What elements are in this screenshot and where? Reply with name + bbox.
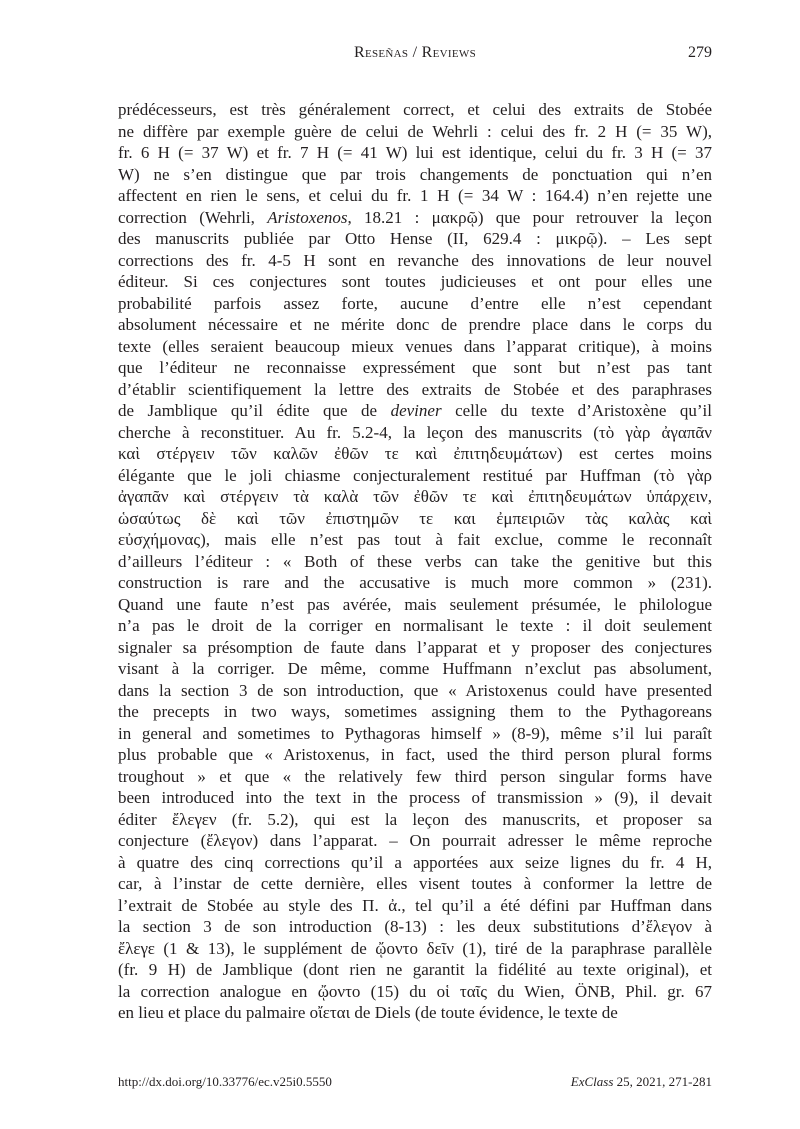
text-segment: W) ne s’en distingue que par trois changements de ponctuation qui n’en	[118, 164, 712, 184]
page-number: 279	[688, 44, 712, 61]
text-line-content	[118, 1002, 712, 1024]
text-line-content	[118, 443, 712, 465]
text-line	[118, 529, 712, 551]
text-line	[118, 99, 712, 121]
text-line-content	[118, 637, 712, 659]
text-line	[118, 357, 712, 379]
text-segment: car, à l’instar de cette dernière, elles visent toutes à conformer la lettre de	[118, 874, 712, 893]
text-segment: n’a pas le droit de la corriger en normalisant le texte : il doit seulement	[118, 616, 712, 635]
text-line-content	[118, 357, 712, 379]
text-segment: καὶ στέργειν τῶν καλῶν ἐθῶν τε καὶ ἐπιτηδευμάτων) est certes moins	[118, 444, 712, 463]
text-segment: éditer ἔλεγεν (fr. 5.2), qui est la leçon des manuscrits, et proposer sa	[118, 809, 712, 829]
journal-name: ExClass	[570, 1074, 614, 1089]
citation-details: 25, 2021, 271-281	[613, 1074, 712, 1089]
text-line-content	[118, 400, 712, 422]
text-line-content	[118, 873, 712, 895]
text-line	[118, 443, 712, 465]
text-line	[118, 895, 712, 917]
text-segment: corrections des fr. 4-5 H sont en revanche des innovations de leur nouvel	[118, 250, 712, 270]
text-line-content	[118, 250, 712, 272]
text-line	[118, 142, 712, 164]
text-line-content	[118, 185, 712, 207]
text-line	[118, 551, 712, 573]
text-line	[118, 916, 712, 938]
text-line-content	[118, 508, 712, 530]
text-segment: d’ailleurs l’éditeur : « Both of these verbs can take the genitive but this	[118, 551, 712, 571]
journal-citation	[571, 1074, 712, 1090]
text-segment: prédécesseurs, est très généralement correct, et celui des extraits de Stobée	[118, 100, 712, 119]
text-line-content	[118, 766, 712, 788]
text-line-content	[118, 787, 712, 809]
text-line	[118, 486, 712, 508]
text-line-content	[118, 895, 712, 917]
text-line	[118, 314, 712, 336]
text-line	[118, 164, 712, 186]
text-segment: ὡσαύτως δὲ καὶ τῶν ἐπιστημῶν τε και ἐμπειριῶν τὰς καλὰς καὶ	[118, 508, 712, 528]
text-segment: been introduced into the text in the process of transmission » (9), il devait	[118, 788, 712, 807]
text-segment: Quand une faute n’est pas avérée, mais seulement présumée, le philologue	[118, 594, 712, 614]
text-line	[118, 959, 712, 981]
text-line	[118, 422, 712, 444]
text-line	[118, 680, 712, 702]
text-segment: conjecture (ἔλεγον) dans l’apparat. – On pourrait adresser le même reproche	[118, 831, 712, 850]
text-line-content	[118, 981, 712, 1003]
text-line	[118, 744, 712, 766]
text-segment: absolument nécessaire et ne mérite donc de prendre place dans le corps du	[118, 315, 712, 334]
text-segment: ἀγαπᾶν καὶ στέργειν τὰ καλὰ τῶν ἐθῶν τε καὶ ἐπιτηδευμάτων ὑπάρχειν,	[118, 487, 712, 506]
text-line-content	[118, 293, 712, 315]
text-line-content	[118, 723, 712, 745]
text-segment: fr. 6 H (= 37 W) et fr. 7 H (= 41 W) lui est identique, celui du fr. 3 H (= 37	[118, 143, 712, 162]
text-line-content	[118, 701, 712, 723]
text-line	[118, 852, 712, 874]
text-line-content	[118, 658, 712, 680]
text-segment: plus probable que « Aristoxenus, in fact, used the third person plural forms	[118, 745, 712, 764]
text-line	[118, 572, 712, 594]
text-line-content	[118, 379, 712, 401]
text-line	[118, 981, 712, 1003]
text-segment: (fr. 9 H) de Jamblique (dont rien ne garantit la fidélité au texte original), et	[118, 960, 712, 979]
text-line-content	[118, 486, 712, 508]
text-line	[118, 185, 712, 207]
text-line-content	[118, 852, 712, 874]
text-line-content	[118, 465, 712, 487]
text-line	[118, 465, 712, 487]
text-line-content	[118, 164, 712, 186]
text-segment: in general and sometimes to Pythagoras himself » (8-9), même s’il lui paraît	[118, 723, 712, 743]
text-segment: en lieu et place du palmaire οἴεται de Diels (de toute évidence, le texte de	[118, 1003, 618, 1022]
text-line	[118, 637, 712, 659]
text-line-content	[118, 121, 712, 143]
text-line-content	[118, 615, 712, 637]
text-segment: dans la section 3 de son introduction, que « Aristoxenus could have presented	[118, 680, 712, 700]
text-line	[118, 508, 712, 530]
text-line-content	[118, 572, 712, 594]
text-line	[118, 658, 712, 680]
text-line-content	[118, 959, 712, 981]
text-line-content	[118, 142, 712, 164]
text-line-content	[118, 594, 712, 616]
text-segment: la correction analogue en ᾤοντο (15) du οἱ ταῖς du Wien, ÖNB, Phil. gr. 67	[118, 981, 712, 1001]
doi-link[interactable]: http://dx.doi.org/10.33776/ec.v25i0.5550	[118, 1074, 332, 1089]
text-line-content	[118, 336, 712, 358]
text-line	[118, 938, 712, 960]
text-line-content	[118, 422, 712, 444]
text-segment: l’extrait de Stobée au style des Π. ἀ., tel qu’il a été défini par Huffman dans	[118, 895, 712, 915]
text-line	[118, 379, 712, 401]
text-segment: éditeur. Si ces conjectures sont toutes judicieuses et ont pour elles une	[118, 272, 712, 291]
text-line	[118, 207, 712, 229]
text-segment: d’établir scientifiquement la lettre des extraits de Stobée et des paraphrases	[118, 379, 712, 399]
text-line	[118, 723, 712, 745]
text-segment: signaler sa présomption de faute dans l’apparat et y proposer des conjectures	[118, 637, 712, 657]
text-line-content	[118, 314, 712, 336]
italic-text: Aristoxenos	[267, 207, 348, 227]
text-line-content	[118, 809, 712, 831]
text-line	[118, 594, 712, 616]
text-segment: ἔλεγε (1 & 13), le supplément de ᾤοντο δεῖν (1), tiré de la paraphrase parallèle	[118, 938, 712, 958]
text-line	[118, 271, 712, 293]
text-line	[118, 787, 712, 809]
text-segment: à quatre des cinq corrections qu’il a apportées aux seize lignes du fr. 4 H,	[118, 852, 712, 872]
text-line	[118, 873, 712, 895]
text-line-content	[118, 529, 712, 551]
text-line	[118, 228, 712, 250]
text-line	[118, 615, 712, 637]
italic-text: deviner	[390, 401, 442, 420]
text-line	[118, 293, 712, 315]
text-line-content	[118, 551, 712, 573]
text-segment: ne diffère par exemple guère de celui de Wehrli : celui des fr. 2 H (= 35 W),	[118, 121, 712, 141]
text-line-content	[118, 744, 712, 766]
text-line	[118, 1002, 712, 1024]
body-text	[118, 99, 712, 1024]
text-line	[118, 336, 712, 358]
text-line-content	[118, 228, 712, 250]
text-line-content	[118, 916, 712, 938]
text-segment: cherche à reconstituer. Au fr. 5.2-4, la leçon des manuscrits (τὸ γὰρ ἀγαπᾶν	[118, 422, 712, 442]
text-line-content	[118, 271, 712, 293]
text-segment: des manuscrits publiée par Otto Hense (II, 629.4 : μικρῷ). – Les sept	[118, 229, 712, 248]
text-line	[118, 766, 712, 788]
text-segment: construction is rare and the accusative is much more common » (231).	[118, 573, 712, 592]
text-line	[118, 121, 712, 143]
text-segment: celle du texte d’Aristoxène qu’il	[441, 401, 712, 420]
text-line-content	[118, 680, 712, 702]
text-line	[118, 250, 712, 272]
running-head: Reseñas / Reviews	[354, 44, 476, 61]
text-segment: visant à la corriger. De même, comme Huffmann n’exclut pas absolument,	[118, 659, 712, 678]
text-line	[118, 830, 712, 852]
text-segment: que l’éditeur ne reconnaisse expressément que sont but n’est pas tant	[118, 358, 712, 377]
text-segment: la section 3 de son introduction (8-13) : les deux substitutions d’ἔλεγον à	[118, 917, 712, 936]
text-segment: the precepts in two ways, sometimes assigning them to the Pythagoreans	[118, 702, 712, 721]
text-segment: εὐσχήμονας), mais elle n’est pas tout à fait exclue, comme le reconnaît	[118, 530, 712, 549]
text-segment: texte (elles seraient beaucoup mieux venues dans l’apparat critique), à moins	[118, 336, 712, 356]
text-line-content	[118, 207, 712, 229]
text-line	[118, 809, 712, 831]
text-line	[118, 400, 712, 422]
text-segment: affectent en rien le sens, et celui du fr. 1 H (= 34 W : 164.4) n’en rejette une	[118, 186, 712, 205]
text-line	[118, 701, 712, 723]
text-segment: correction (Wehrli,	[118, 207, 268, 227]
page-header	[118, 44, 712, 66]
text-segment: élégante que le joli chiasme conjecturalement restitué par Huffman (τὸ γὰρ	[118, 465, 712, 485]
text-line-content	[118, 938, 712, 960]
text-line-content	[118, 99, 712, 121]
text-line-content	[118, 830, 712, 852]
text-segment: troughout » et que « the relatively few third person singular forms have	[118, 766, 712, 786]
text-segment: de Jamblique qu’il édite que de	[118, 401, 391, 420]
text-segment: probabilité parfois assez forte, aucune d’entre elle n’est cependant	[118, 293, 712, 313]
text-segment: , 18.21 : μακρῷ) que pour retrouver la leçon	[347, 207, 712, 227]
